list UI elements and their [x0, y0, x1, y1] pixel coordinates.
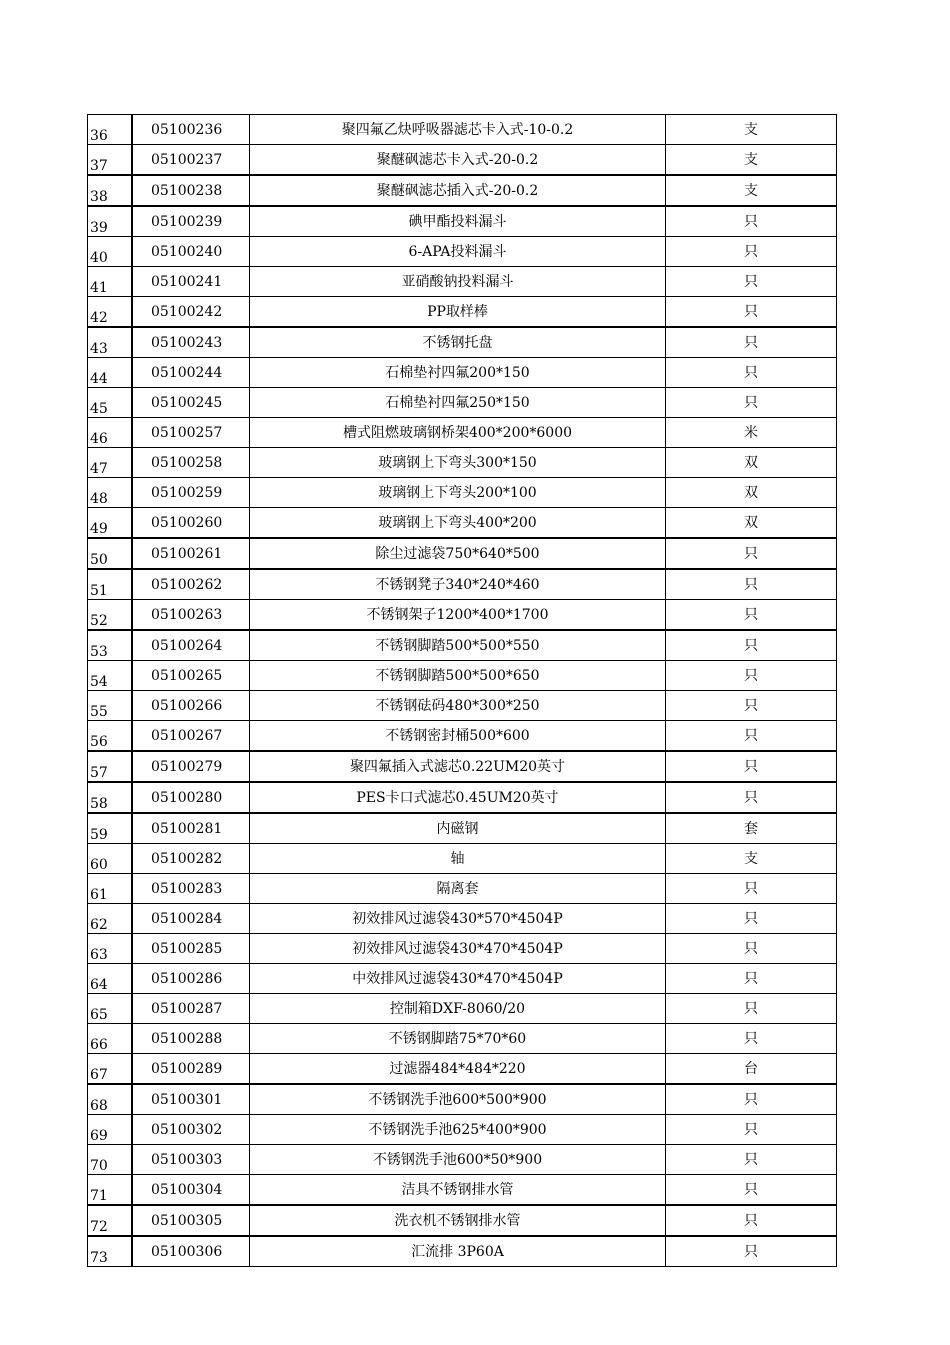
item-unit: 支 — [666, 145, 837, 176]
item-unit: 只 — [666, 297, 837, 328]
table-row — [88, 1205, 837, 1236]
item-code: 05100282 — [132, 844, 250, 874]
item-name: 亚硝酸钠投料漏斗 — [250, 267, 666, 297]
item-unit: 只 — [666, 782, 837, 813]
table-row — [88, 327, 837, 358]
row-number: 73 — [88, 1236, 133, 1267]
row-number: 56 — [88, 721, 133, 752]
item-unit: 只 — [666, 569, 837, 600]
item-name: PES卡口式滤芯0.45UM20英寸 — [250, 782, 666, 813]
row-number: 70 — [88, 1145, 133, 1175]
table-row — [88, 844, 837, 874]
row-number: 37 — [88, 145, 133, 176]
item-code: 05100302 — [132, 1115, 250, 1145]
table-row — [88, 1054, 837, 1085]
item-code: 05100267 — [132, 721, 250, 752]
item-code: 05100259 — [132, 478, 250, 508]
row-number: 63 — [88, 934, 133, 964]
row-number: 40 — [88, 237, 133, 267]
row-number: 59 — [88, 813, 133, 844]
item-unit: 支 — [666, 844, 837, 874]
item-name: 玻璃钢上下弯头400*200 — [250, 508, 666, 539]
item-code: 05100289 — [132, 1054, 250, 1085]
item-unit: 只 — [666, 206, 837, 237]
item-code: 05100266 — [132, 691, 250, 721]
item-name: 中效排风过滤袋430*470*4504P — [250, 964, 666, 994]
item-unit: 只 — [666, 1175, 837, 1206]
item-name: 聚醚砜滤芯插入式-20-0.2 — [250, 175, 666, 206]
table-row — [88, 813, 837, 844]
item-code: 05100280 — [132, 782, 250, 813]
item-code: 05100261 — [132, 538, 250, 569]
table-row — [88, 994, 837, 1024]
row-number: 69 — [88, 1115, 133, 1145]
item-code: 05100242 — [132, 297, 250, 328]
item-code: 05100244 — [132, 358, 250, 388]
item-code: 05100239 — [132, 206, 250, 237]
item-code: 05100306 — [132, 1236, 250, 1267]
item-name: 轴 — [250, 844, 666, 874]
table-row — [88, 934, 837, 964]
item-code: 05100304 — [132, 1175, 250, 1206]
item-code: 05100288 — [132, 1024, 250, 1054]
row-number: 52 — [88, 600, 133, 631]
table-row — [88, 175, 837, 206]
row-number: 60 — [88, 844, 133, 874]
item-name: 初效排风过滤袋430*570*4504P — [250, 904, 666, 934]
item-name: 聚四氟插入式滤芯0.22UM20英寸 — [250, 751, 666, 782]
item-name: 聚醚砜滤芯卡入式-20-0.2 — [250, 145, 666, 176]
table-row — [88, 721, 837, 752]
item-code: 05100258 — [132, 448, 250, 478]
table-row — [88, 751, 837, 782]
table-row — [88, 1024, 837, 1054]
row-number: 55 — [88, 691, 133, 721]
table-row — [88, 964, 837, 994]
table-row — [88, 418, 837, 448]
item-unit: 只 — [666, 600, 837, 631]
row-number: 72 — [88, 1205, 133, 1236]
row-number: 68 — [88, 1084, 133, 1115]
item-name: 玻璃钢上下弯头300*150 — [250, 448, 666, 478]
item-unit: 只 — [666, 691, 837, 721]
item-code: 05100281 — [132, 813, 250, 844]
item-unit: 只 — [666, 721, 837, 752]
row-number: 47 — [88, 448, 133, 478]
row-number: 65 — [88, 994, 133, 1024]
row-number: 58 — [88, 782, 133, 813]
row-number: 45 — [88, 388, 133, 418]
item-unit: 支 — [666, 175, 837, 206]
item-unit: 只 — [666, 1145, 837, 1175]
item-code: 05100262 — [132, 569, 250, 600]
table-row — [88, 237, 837, 267]
item-unit: 只 — [666, 1205, 837, 1236]
item-name: 不锈钢密封桶500*600 — [250, 721, 666, 752]
item-code: 05100305 — [132, 1205, 250, 1236]
item-code: 05100286 — [132, 964, 250, 994]
item-unit: 只 — [666, 1236, 837, 1267]
table-row — [88, 569, 837, 600]
row-number: 39 — [88, 206, 133, 237]
item-code: 05100245 — [132, 388, 250, 418]
item-code: 05100283 — [132, 874, 250, 904]
row-number: 41 — [88, 267, 133, 297]
item-unit: 只 — [666, 1115, 837, 1145]
table-row — [88, 904, 837, 934]
table-row — [88, 388, 837, 418]
item-unit: 只 — [666, 327, 837, 358]
item-code: 05100257 — [132, 418, 250, 448]
item-name: 除尘过滤袋750*640*500 — [250, 538, 666, 569]
item-name: 初效排风过滤袋430*470*4504P — [250, 934, 666, 964]
table-row — [88, 630, 837, 661]
inventory-table-body — [88, 115, 837, 1267]
row-number: 44 — [88, 358, 133, 388]
item-code: 05100240 — [132, 237, 250, 267]
item-name: 不锈钢架子1200*400*1700 — [250, 600, 666, 631]
item-unit: 只 — [666, 751, 837, 782]
table-row — [88, 115, 837, 145]
item-unit: 只 — [666, 934, 837, 964]
item-name: 玻璃钢上下弯头200*100 — [250, 478, 666, 508]
inventory-table — [87, 114, 837, 1267]
item-name: 汇流排 3P60A — [250, 1236, 666, 1267]
item-unit: 米 — [666, 418, 837, 448]
item-name: 石棉垫衬四氟250*150 — [250, 388, 666, 418]
item-name: 槽式阻燃玻璃钢桥架400*200*6000 — [250, 418, 666, 448]
item-name: 不锈钢砝码480*300*250 — [250, 691, 666, 721]
table-row — [88, 358, 837, 388]
item-name: 隔离套 — [250, 874, 666, 904]
row-number: 66 — [88, 1024, 133, 1054]
item-unit: 只 — [666, 874, 837, 904]
item-unit: 双 — [666, 478, 837, 508]
row-number: 49 — [88, 508, 133, 539]
item-unit: 双 — [666, 508, 837, 539]
item-code: 05100284 — [132, 904, 250, 934]
row-number: 46 — [88, 418, 133, 448]
row-number: 38 — [88, 175, 133, 206]
item-name: 不锈钢洗手池625*400*900 — [250, 1115, 666, 1145]
item-code: 05100279 — [132, 751, 250, 782]
item-code: 05100265 — [132, 661, 250, 691]
item-unit: 只 — [666, 388, 837, 418]
item-code: 05100287 — [132, 994, 250, 1024]
table-row — [88, 600, 837, 631]
item-name: 不锈钢洗手池600*50*900 — [250, 1145, 666, 1175]
row-number: 42 — [88, 297, 133, 328]
item-unit: 套 — [666, 813, 837, 844]
item-unit: 只 — [666, 237, 837, 267]
table-row — [88, 267, 837, 297]
row-number: 48 — [88, 478, 133, 508]
item-unit: 只 — [666, 994, 837, 1024]
row-number: 57 — [88, 751, 133, 782]
item-unit: 双 — [666, 448, 837, 478]
table-row — [88, 508, 837, 539]
item-code: 05100301 — [132, 1084, 250, 1115]
item-unit: 只 — [666, 630, 837, 661]
item-name: 不锈钢托盘 — [250, 327, 666, 358]
table-row — [88, 478, 837, 508]
row-number: 50 — [88, 538, 133, 569]
item-name: 控制箱DXF-8060/20 — [250, 994, 666, 1024]
item-name: 聚四氟乙炔呼吸器滤芯卡入式-10-0.2 — [250, 115, 666, 145]
item-name: 碘甲酯投料漏斗 — [250, 206, 666, 237]
item-name: 石棉垫衬四氟200*150 — [250, 358, 666, 388]
item-unit: 只 — [666, 1024, 837, 1054]
item-name: 不锈钢凳子340*240*460 — [250, 569, 666, 600]
item-code: 05100236 — [132, 115, 250, 145]
table-row — [88, 145, 837, 176]
table-row — [88, 538, 837, 569]
item-name: 内磁钢 — [250, 813, 666, 844]
item-name: 6-APA投料漏斗 — [250, 237, 666, 267]
item-name: PP取样棒 — [250, 297, 666, 328]
item-unit: 台 — [666, 1054, 837, 1085]
item-unit: 只 — [666, 964, 837, 994]
row-number: 54 — [88, 661, 133, 691]
table-row — [88, 448, 837, 478]
row-number: 67 — [88, 1054, 133, 1085]
row-number: 64 — [88, 964, 133, 994]
item-unit: 只 — [666, 661, 837, 691]
row-number: 71 — [88, 1175, 133, 1206]
row-number: 62 — [88, 904, 133, 934]
table-row — [88, 661, 837, 691]
item-unit: 支 — [666, 115, 837, 145]
row-number: 36 — [88, 115, 133, 145]
item-code: 05100237 — [132, 145, 250, 176]
table-row — [88, 206, 837, 237]
item-unit: 只 — [666, 904, 837, 934]
table-row — [88, 691, 837, 721]
table-row — [88, 1145, 837, 1175]
item-unit: 只 — [666, 267, 837, 297]
item-code: 05100264 — [132, 630, 250, 661]
item-code: 05100238 — [132, 175, 250, 206]
item-code: 05100303 — [132, 1145, 250, 1175]
item-name: 洗衣机不锈钢排水管 — [250, 1205, 666, 1236]
row-number: 51 — [88, 569, 133, 600]
item-name: 洁具不锈钢排水管 — [250, 1175, 666, 1206]
row-number: 43 — [88, 327, 133, 358]
item-code: 05100285 — [132, 934, 250, 964]
item-unit: 只 — [666, 1084, 837, 1115]
item-name: 不锈钢脚踏500*500*550 — [250, 630, 666, 661]
row-number: 61 — [88, 874, 133, 904]
item-unit: 只 — [666, 358, 837, 388]
item-code: 05100241 — [132, 267, 250, 297]
item-code: 05100243 — [132, 327, 250, 358]
table-row — [88, 782, 837, 813]
table-row — [88, 1175, 837, 1206]
row-number: 53 — [88, 630, 133, 661]
item-unit: 只 — [666, 538, 837, 569]
item-code: 05100260 — [132, 508, 250, 539]
table-row — [88, 1084, 837, 1115]
item-name: 不锈钢脚踏75*70*60 — [250, 1024, 666, 1054]
item-code: 05100263 — [132, 600, 250, 631]
table-row — [88, 1236, 837, 1267]
item-name: 过滤器484*484*220 — [250, 1054, 666, 1085]
table-row — [88, 297, 837, 328]
item-name: 不锈钢脚踏500*500*650 — [250, 661, 666, 691]
table-row — [88, 1115, 837, 1145]
item-name: 不锈钢洗手池600*500*900 — [250, 1084, 666, 1115]
table-row — [88, 874, 837, 904]
